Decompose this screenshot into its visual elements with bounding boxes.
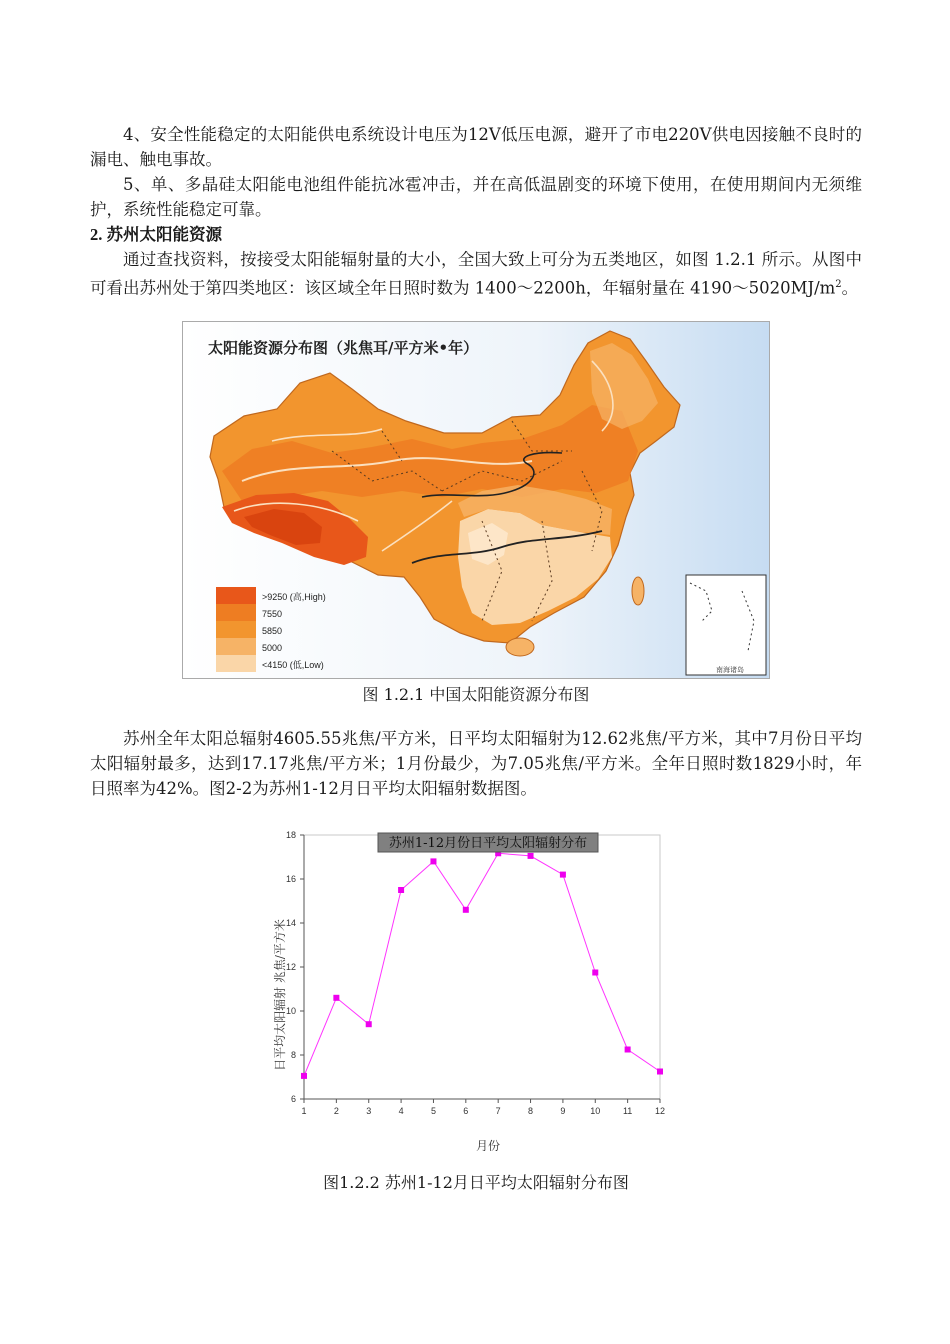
taiwan-island — [632, 577, 644, 605]
legend-swatch-1 — [216, 604, 256, 621]
x-tick-label-7: 8 — [528, 1105, 534, 1116]
y-tick-label-4: 14 — [285, 917, 296, 928]
radiation-chart-figure — [266, 825, 692, 1165]
chart-title-box — [378, 833, 598, 852]
plot-frame — [304, 835, 660, 1099]
intro-text: 通过查找资料，按接受太阳能辐射量的大小，全国大致上可分为五类地区，如图 1.2.1 所示。从图中可看出苏州处于第四类地区：该区域全年日照时数为 1400～2200h，年辐射量在 4190～5020MJ/m — [90, 250, 862, 298]
radiation-chart — [266, 825, 692, 1165]
intro-end: 。 — [841, 278, 859, 298]
superscript-2: 2 — [835, 279, 842, 290]
legend-swatch-0 — [216, 587, 256, 604]
data-point-9 — [560, 871, 566, 877]
chart-title: 苏州1-12月份日平均太阳辐射分布 — [388, 835, 588, 851]
x-tick-label-8: 9 — [560, 1105, 566, 1116]
x-tick-label-10: 11 — [622, 1105, 633, 1116]
y-tick-label-0: 6 — [290, 1093, 296, 1104]
legend-label-3: 5000 — [262, 642, 283, 653]
y-tick-label-6: 18 — [285, 829, 296, 840]
chart-x-label: 月份 — [475, 1138, 501, 1153]
inset-label: 南海诸岛 — [716, 666, 744, 674]
south-china-sea-inset — [686, 575, 766, 675]
chart-y-ticks — [286, 830, 304, 1104]
solar-map-figure — [182, 321, 770, 679]
solar-map — [182, 321, 770, 679]
y-tick-label-3: 12 — [285, 961, 296, 972]
chart-axes — [304, 835, 660, 1099]
data-point-6 — [463, 906, 469, 912]
legend-label-4: <4150 (低,Low) — [262, 659, 324, 670]
radiation-paragraph: 苏州全年太阳总辐射4605.55兆焦/平方米，日平均太阳辐射为12.62兆焦/平方米，其中7月份日平均太阳辐射最多，达到17.17兆焦/平方米；1月份最少，为7.05兆焦/平方米。全年日照时数1829小时，年日照率为42%。图2-2为苏州1-12月日平均太阳辐射数据图。 — [90, 728, 862, 798]
legend-swatch-4 — [216, 655, 256, 672]
legend-swatch-3 — [216, 638, 256, 655]
x-tick-label-6: 7 — [495, 1105, 501, 1116]
x-tick-label-4: 5 — [430, 1105, 436, 1116]
paragraph-item-5: 5、单、多晶硅太阳能电池组件能抗冰雹冲击，并在高低温剧变的环境下使用，在使用期间内无须维护，系统性能稳定可靠。 — [90, 175, 862, 219]
chart-x-ticks — [301, 1099, 665, 1116]
x-tick-label-5: 6 — [463, 1105, 469, 1116]
data-point-11 — [625, 1046, 631, 1052]
legend-label-0: >9250 (高,High) — [262, 591, 326, 602]
data-point-1 — [301, 1072, 307, 1078]
data-point-3 — [366, 1021, 372, 1027]
hainan-island — [506, 638, 534, 656]
series-markers — [301, 850, 663, 1079]
paragraph-item-4: 4、安全性能稳定的太阳能供电系统设计电压为12V低压电源，避开了市电220V供电因接触不良时的漏电、触电事故。 — [90, 125, 862, 169]
chart-caption: 图1.2.2 苏州1-12月日平均太阳辐射分布图 — [323, 1172, 629, 1192]
data-point-5 — [430, 858, 436, 864]
x-tick-label-0: 1 — [301, 1105, 307, 1116]
series-line — [304, 853, 660, 1076]
x-tick-label-11: 12 — [654, 1105, 666, 1116]
chart-y-label: 日平均太阳辐射 兆焦/平方米 — [273, 918, 287, 1071]
x-tick-label-1: 2 — [333, 1105, 339, 1116]
data-point-4 — [398, 887, 404, 893]
y-tick-label-1: 8 — [290, 1049, 296, 1060]
map-title: 太阳能资源分布图（兆焦耳/平方米•年） — [208, 338, 479, 357]
legend-swatch-2 — [216, 621, 256, 638]
section-heading: 2. 苏州太阳能资源 — [90, 225, 222, 244]
y-tick-label-2: 10 — [285, 1005, 296, 1016]
x-tick-label-9: 10 — [590, 1105, 601, 1116]
map-caption: 图 1.2.1 中国太阳能资源分布图 — [362, 684, 590, 704]
intro-paragraph — [90, 247, 862, 301]
document-page — [90, 122, 862, 1195]
y-tick-label-5: 16 — [285, 873, 296, 884]
data-point-10 — [592, 969, 598, 975]
x-tick-label-3: 4 — [398, 1105, 404, 1116]
data-point-2 — [333, 994, 339, 1000]
legend-label-1: 7550 — [262, 608, 283, 619]
data-point-8 — [528, 852, 534, 858]
x-tick-label-2: 3 — [366, 1105, 372, 1116]
data-point-12 — [657, 1068, 663, 1074]
legend-label-2: 5850 — [262, 625, 283, 636]
